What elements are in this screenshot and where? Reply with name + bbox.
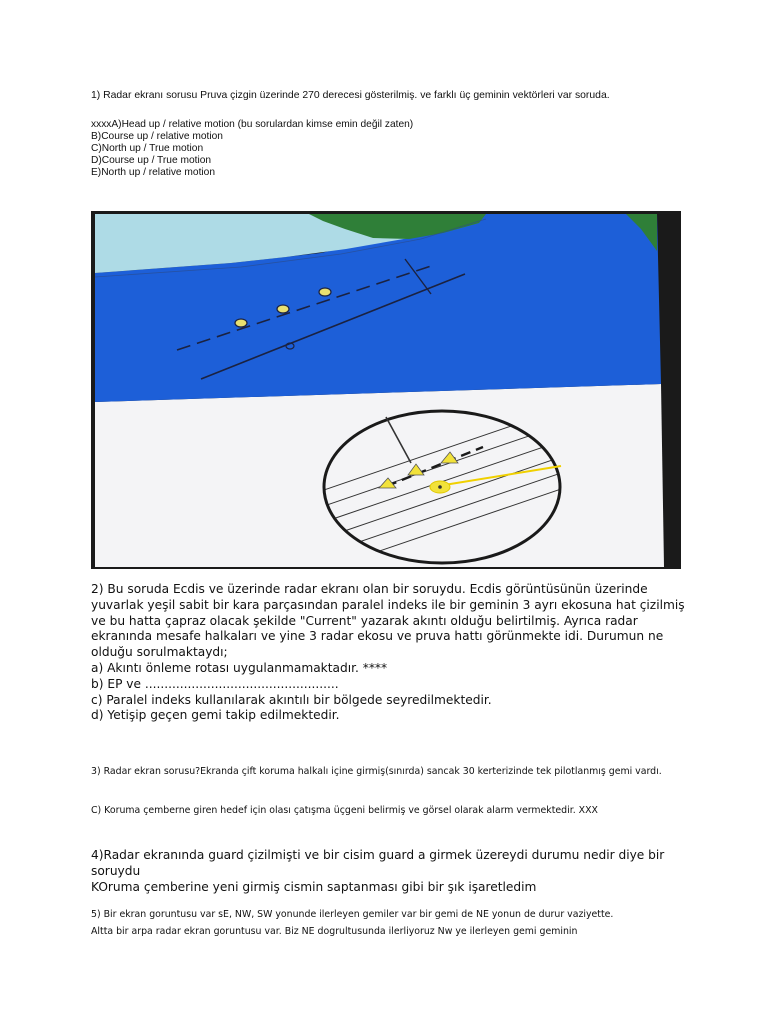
question-1	[91, 90, 731, 102]
question-4	[91, 848, 691, 895]
option-c: C)North up / True motion	[91, 143, 204, 154]
question-3: 3) Radar ekran sorusu?Ekranda çift koruma halkalı içine girmiş(sınırda) sancak 30 kerterizinde tek pilotlanmış gemi vardı.	[91, 766, 662, 777]
option-b: B)Course up / relative motion	[91, 131, 223, 142]
question-3-answer: C) Koruma çemberne giren hedef için olası çatışma üçgeni belirmiş ve görsel olarak alarm vermektedir. XXX	[91, 805, 598, 816]
question-2-line: 2) Bu soruda Ecdis ve üzerinde radar ekranı olan bir soruydu. Ecdis görüntüsünün üzerinde	[91, 582, 648, 596]
question-4-line: soruydu	[91, 863, 141, 878]
option-d: D)Course up / True motion	[91, 155, 212, 166]
question-5	[91, 906, 711, 940]
question-1-options	[91, 119, 691, 179]
question-2-option-a: a) Akıntı önleme rotası uygulanmamaktadır. ****	[91, 660, 388, 675]
question-2	[91, 582, 691, 724]
chart-echo-3	[319, 288, 331, 296]
question-2-line: yuvarlak yeşil sabit bir kara parçasından paralel indeks ile bir geminin 3 ayrı ekosuna hat çizilmiş	[91, 597, 685, 612]
chart-echo-2	[277, 305, 289, 313]
question-2-line: ve bu hatta çapraz olacak şekilde "Current" yazarak akıntı olduğu belirtilmiş. Ayrıca radar	[91, 613, 638, 628]
question-2-option-b: b) EP ve ..................................................	[91, 676, 339, 691]
question-2-line: ekranında mesafe halkaları ve yine 3 radar ekosu ve pruva hattı görünmekte idi. Durumun ne	[91, 629, 664, 644]
question-2-option-c: c) Paralel indeks kullanılarak akıntılı bir bölgede seyredilmektedir.	[91, 692, 492, 707]
ecdis-radar-photo	[91, 211, 681, 569]
radar-display-area	[95, 384, 664, 567]
question-5-line: 5) Bir ekran goruntusu var sE, NW, SW yonunde ilerleyen gemiler var bir gemi de NE yonun de durur vaziyette.	[91, 909, 614, 920]
question-1-text: 1) Radar ekranı sorusu Pruva çizgin üzerinde 270 derecesi gösterilmiş. ve farklı üç geminin vektörleri var soruda.	[91, 90, 610, 101]
question-4-line: 4)Radar ekranında guard çizilmişti ve bir cisim guard a girmek üzereydi durumu nedir diye bir	[91, 848, 665, 862]
question-2-line: olduğu sorulmaktaydı;	[91, 645, 228, 660]
question-2-option-d: d) Yetişip geçen gemi takip edilmektedir.	[91, 708, 340, 723]
option-e: E)North up / relative motion	[91, 167, 216, 178]
chart-echo-1	[235, 319, 247, 327]
option-a: xxxxA)Head up / relative motion (bu sorulardan kimse emin değil zaten)	[91, 119, 414, 130]
question-5-line: Altta bir arpa radar ekran goruntusu var. Biz NE dogrultusunda ilerliyoruz Nw ye ilerleyen gemi geminin	[91, 926, 578, 937]
question-4-answer: KOruma çemberine yeni girmiş cismin saptanması gibi bir şık işaretledim	[91, 879, 537, 894]
